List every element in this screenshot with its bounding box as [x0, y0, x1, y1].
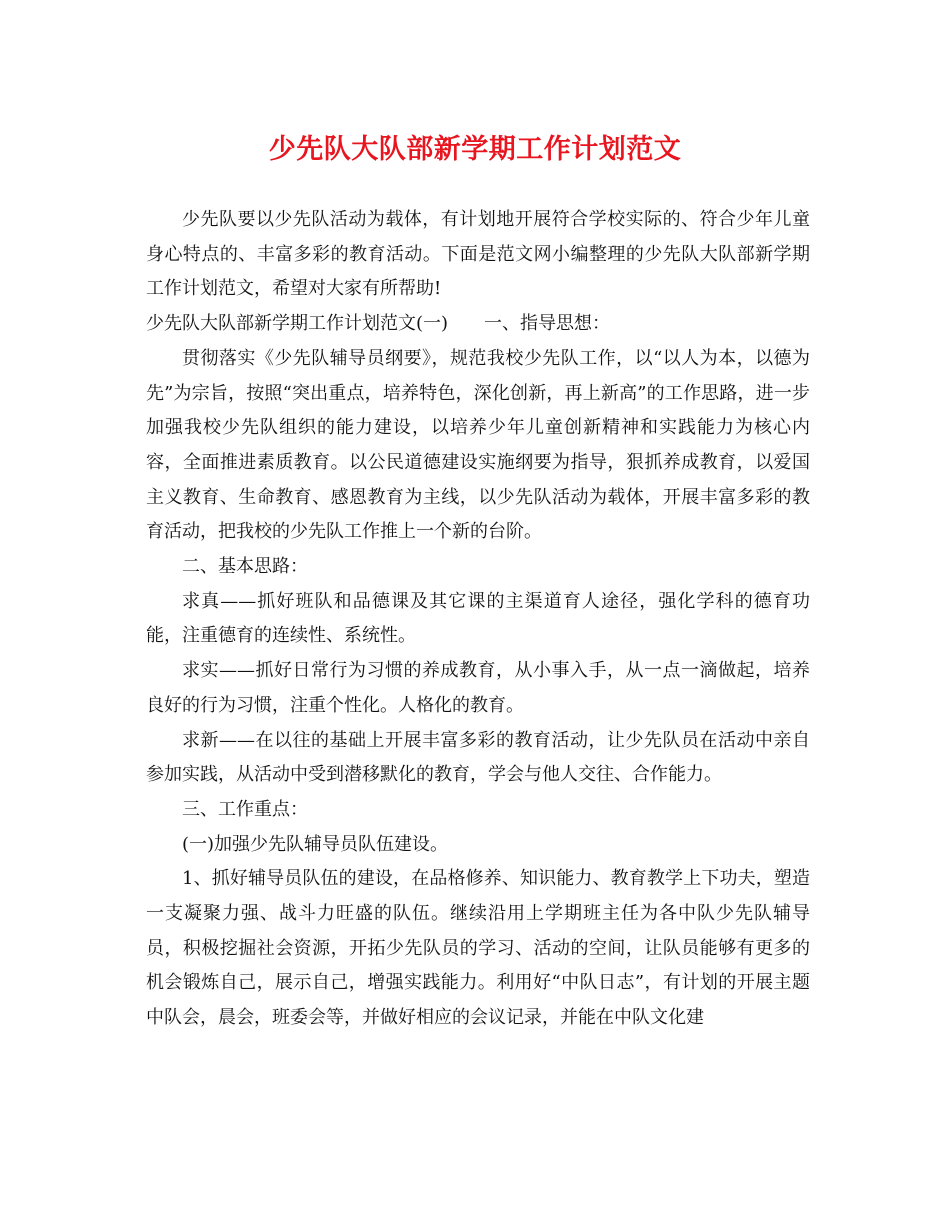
paragraph-sub-title: 少先队大队部新学期工作计划范文(一) 一、指导思想：	[146, 313, 611, 335]
document-body	[146, 203, 810, 1036]
heading-work-focus: 三、工作重点：	[182, 798, 308, 820]
paragraph-intro: 少先队要以少先队活动为载体，有计划地开展符合学校实际的、符合少年儿童身心特点的、丰富多彩的教育活动。下面是范文网小编整理的少先队大队部新学期工作计划范文，希望对大家有所帮助!	[146, 209, 810, 300]
heading-counselor-team: (一)加强少先队辅导员队伍建设。	[182, 833, 449, 855]
document-title: 少先队大队部新学期工作计划范文	[268, 134, 682, 165]
paragraph-seek-reality: 求实——抓好日常行为习惯的养成教育，从小事入手，从一点一滴做起，培养良好的行为习惯，注重个性化。人格化的教育。	[146, 660, 810, 716]
paragraph-counselor-team: 1、抓好辅导员队伍的建设，在品格修养、知识能力、教育教学上下功夫，塑造一支凝聚力强、战斗力旺盛的队伍。继续沿用上学期班主任为各中队少先队辅导员，积极挖掘社会资源，开拓少先队员的学习、活动的空间，让队员能够有更多的机会锻炼自己，展示自己，增强实践能力。利用好“中队日志”，有计划的开展主题中队会，晨会，班委会等，并做好相应的会议记录，并能在中队文化建	[146, 868, 810, 1029]
paragraph-guiding-ideology: 贯彻落实《少先队辅导员纲要》，规范我校少先队工作，以“以人为本，以德为先”为宗旨，按照“突出重点，培养特色，深化创新，再上新高”的工作思路，进一步加强我校少先队组织的能力建设，以培养少年儿童创新精神和实践能力为核心内容，全面推进素质教育。以公民道德建设实施纲要为指导，狠抓养成教育，以爱国主义教育、生命教育、感恩教育为主线，以少先队活动为载体，开展丰富多彩的教育活动，把我校的少先队工作推上一个新的台阶。	[146, 347, 810, 543]
heading-basic-ideas: 二、基本思路：	[182, 556, 308, 578]
paragraph-seek-new: 求新——在以往的基础上开展丰富多彩的教育活动，让少先队员在活动中亲自参加实践，从活动中受到潜移默化的教育，学会与他人交往、合作能力。	[146, 729, 810, 786]
paragraph-seek-truth: 求真——抓好班队和品德课及其它课的主渠道育人途径，强化学科的德育功能，注重德育的连续性、系统性。	[146, 590, 810, 647]
